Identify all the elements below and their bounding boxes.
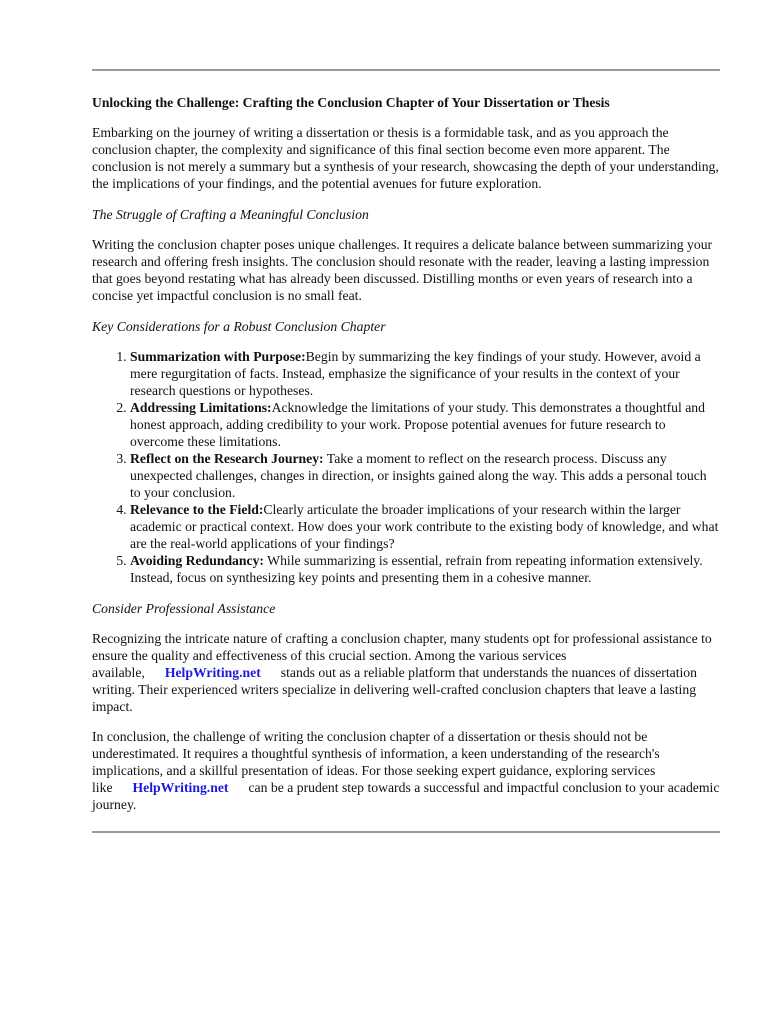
list-item-label: Relevance to the Field: [130,502,264,517]
list-item [130,399,720,450]
bottom-divider [92,831,720,833]
assistance-text-after: stands out as a reliable platform that understands the nuances of dissertation writing. Their experienced writers specialize in delivering well-crafted conclusion chapters that leave a lasting impact. [92,665,697,714]
assistance-text-before: Recognizing the intricate nature of crafting a conclusion chapter, many students opt for professional assistance to ensure the quality and effectiveness of this crucial section. Among the various services available, [92,631,712,680]
list-item-text: Take a moment to reflect on the research process. Discuss any unexpected challenges, changes in direction, or insights gained along the way. This adds a personal touch to your conclusion. [130,451,707,500]
considerations-list [92,348,720,586]
document-title: Unlocking the Challenge: Crafting the Conclusion Chapter of Your Dissertation or Thesis [92,95,610,110]
assistance-paragraph [92,630,720,715]
list-item-text: Clearly articulate the broader implications of your research within the larger academic or practical context. How does your work contribute to the existing body of knowledge, and what are the real-world applications of your findings? [130,502,719,551]
list-item [130,552,720,586]
document-page [92,0,720,833]
list-item-label: Addressing Limitations: [130,400,272,415]
helpwriting-link[interactable]: HelpWriting.net [132,780,229,795]
section-heading-struggle: The Struggle of Crafting a Meaningful Conclusion [92,207,369,222]
list-item [130,450,720,501]
section-heading-key-considerations: Key Considerations for a Robust Conclusion Chapter [92,319,386,334]
list-item-text: While summarizing is essential, refrain from repeating information extensively. Instead, focus on synthesizing key points and presenting them in a cohesive manner. [130,553,703,585]
helpwriting-link[interactable]: HelpWriting.net [164,665,261,680]
list-item-label: Avoiding Redundancy: [130,553,264,568]
struggle-paragraph: Writing the conclusion chapter poses unique challenges. It requires a delicate balance between summarizing your research and offering fresh insights. The conclusion should resonate with the reader, leaving a lasting impression that goes beyond restating what has already been discussed. Distilling months or even years of research into a concise yet impactful conclusion is no small feat. [92,237,713,303]
list-item [130,501,720,552]
intro-paragraph: Embarking on the journey of writing a dissertation or thesis is a formidable task, and as you approach the conclusion chapter, the complexity and significance of this final section become even more apparent. The conclusion is not merely a summary but a synthesis of your research, showcasing the depth of your understanding, the implications of your findings, and the potential avenues for future exploration. [92,125,719,191]
list-item-label: Reflect on the Research Journey: [130,451,324,466]
section-heading-professional-assistance: Consider Professional Assistance [92,601,276,616]
list-item-label: Summarization with Purpose: [130,349,306,364]
conclusion-text-before: In conclusion, the challenge of writing the conclusion chapter of a dissertation or thesis should not be underestimated. It requires a thoughtful synthesis of information, a keen understanding of the research's implications, and a skillful presentation of ideas. For those seeking expert guidance, exploring services like [92,729,660,795]
list-item-text: Acknowledge the limitations of your study. This demonstrates a thoughtful and honest approach, adding credibility to your work. Propose potential avenues for future research to overcome these limitations. [130,400,705,449]
top-divider [92,69,720,71]
list-item-text: Begin by summarizing the key findings of your study. However, avoid a mere regurgitation of facts. Instead, emphasize the significance of your results in the context of your research questions or hypotheses. [130,349,701,398]
conclusion-text-after: can be a prudent step towards a successful and impactful conclusion to your academic journey. [92,780,720,812]
conclusion-paragraph [92,728,720,813]
list-item [130,348,720,399]
